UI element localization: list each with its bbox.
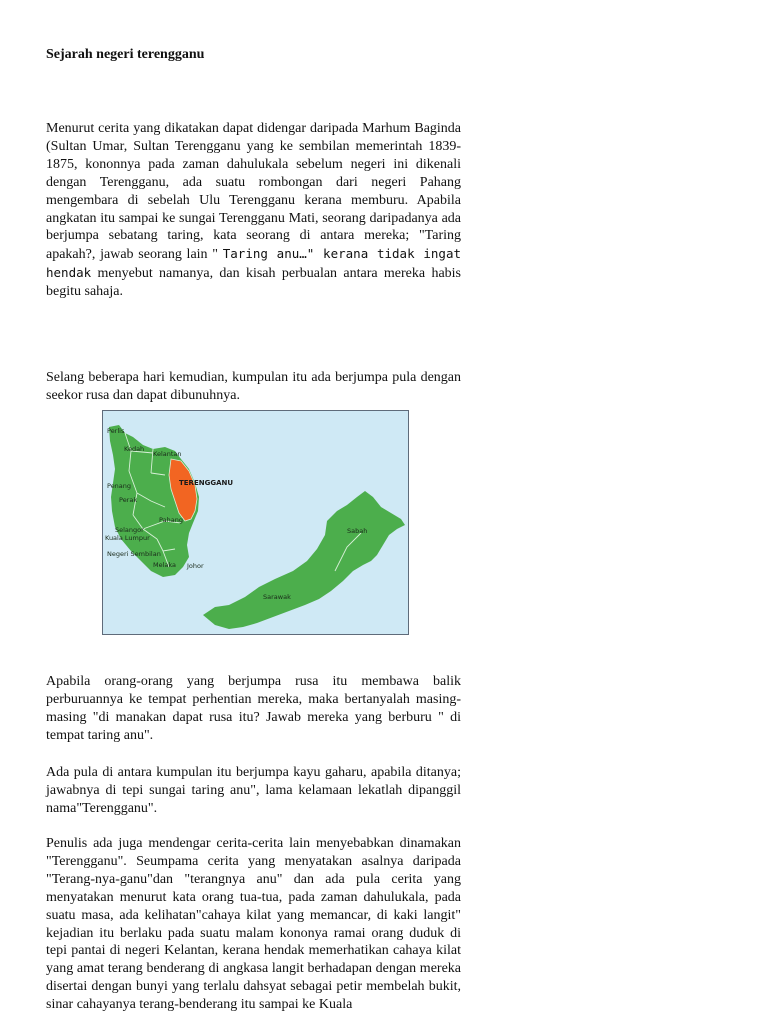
document-title: Sejarah negeri terengganu xyxy=(46,47,205,62)
text-line: lekatlah dipanggil nama"Terengganu". xyxy=(46,782,461,816)
label-perlis: Perlis xyxy=(107,427,125,435)
label-negeri-sembilan: Negeri Sembilan xyxy=(107,550,161,558)
text-line: asalnya daripada "Terang-nya-ganu"dan "terangnya anu" dan ada xyxy=(46,853,461,887)
malaysia-map xyxy=(102,410,409,635)
text-line-mono: Taring anu…" kerana tidak ingat hendak xyxy=(46,246,462,281)
label-melaka: Melaka xyxy=(153,561,177,569)
text-line: yang memancar, di kaki langit" kejadian itu berlaku pada suatu xyxy=(46,907,461,941)
map-svg xyxy=(103,411,408,634)
text-line: Ada pula di antara kumpulan itu berjumpa kayu gaharu, apabila xyxy=(46,765,412,780)
paragraph-5 xyxy=(46,835,461,1014)
text-line: Selang beberapa hari kemudian, kumpulan itu ada berjumpa pula xyxy=(46,370,417,385)
text-line: rombongan dari negeri Pahang mengembara di sebelah Ulu xyxy=(46,174,461,208)
text-line: dinamakan "Terengganu". Seumpama cerita yang menyatakan xyxy=(46,836,461,869)
text-line: masing-masing "di manakan dapat rusa itu? Jawab mereka yang xyxy=(46,691,461,725)
text-line: jawab seorang lain " xyxy=(100,247,223,263)
text-line: memerintah 1839-1875, kononnya pada zaman dahulukala xyxy=(46,138,462,172)
text-line: Kelantan, kerana hendak memerhatikan cahaya kilat yang amat xyxy=(46,943,462,977)
text-line: berburu " di tempat taring anu". xyxy=(46,709,461,743)
text-line: terang benderang di angkasa langit berhadapan dengan mereka xyxy=(107,961,461,977)
text-line: Menurut cerita yang dikatakan dapat didengar daripada Marhum xyxy=(46,121,411,136)
text-line: bukit, sinar cahayanya terang-benderang itu sampai ke Kuala xyxy=(46,979,461,1013)
text-line: sebatang taring, kata seorang di antara mereka; "Taring apakah?, xyxy=(46,228,462,263)
text-line: menyebut namanya, dan kisah perbualan antara mereka habis xyxy=(97,266,462,282)
text-line: sungai Terengganu Mati, seorang daripadanya ada berjumpa xyxy=(46,210,461,244)
text-line: Terengganu kerana memburu. Apabila angkatan itu sampai ke xyxy=(46,192,461,226)
text-line: ditanya; jawabnya di tepi sungai taring anu", lama kelamaan xyxy=(46,765,461,798)
label-kuala-lumpur: Kuala Lumpur xyxy=(105,534,150,542)
paragraph-1 xyxy=(46,120,461,301)
label-penang: Penang xyxy=(107,482,132,490)
text-line: Penulis ada juga mendengar cerita-cerita lain menyebabkan xyxy=(46,836,394,851)
label-pahang: Pahang xyxy=(159,516,183,524)
label-selangor: Selangor xyxy=(115,526,144,534)
label-sarawak: Sarawak xyxy=(263,593,291,601)
paragraph-2 xyxy=(46,369,461,405)
text-line: begitu sahaja. xyxy=(46,284,123,300)
label-johor: Johor xyxy=(187,562,204,570)
borneo-landmass xyxy=(203,491,405,629)
text-line: zaman dahulukala, pada suatu masa, ada kelihatan"cahaya kilat xyxy=(46,889,462,923)
text-line: malam kononya ramai orang duduk di tepi pantai di negeri xyxy=(46,925,461,959)
label-kedah: Kedah xyxy=(124,445,145,453)
text-line: dengan seekor rusa dan dapat dibunuhnya. xyxy=(46,370,461,403)
text-line: Baginda (Sultan Umar, Sultan Terengganu yang ke sembilan xyxy=(46,121,462,154)
label-sabah: Sabah xyxy=(347,527,368,535)
label-terengganu: TERENGGANU xyxy=(179,479,234,487)
text-line: sebelum negeri ini dikenali dengan Terengganu, ada suatu xyxy=(46,156,462,190)
text-line: disertai dengan bunyi yang terlalu dahsyat sebagai petir membelah xyxy=(46,979,425,995)
text-line: Apabila orang-orang yang berjumpa rusa itu membawa balik xyxy=(46,674,461,689)
paragraph-4 xyxy=(46,764,461,818)
label-kelantan: Kelantan xyxy=(153,450,182,458)
text-line: perburuannya ke tempat perhentian mereka, maka bertanyalah xyxy=(46,691,410,707)
label-perak: Perak xyxy=(119,496,138,504)
paragraph-3 xyxy=(46,673,461,745)
text-line: pula cerita yang menyatakan menurut kata orang tua-tua, pada xyxy=(46,871,462,905)
